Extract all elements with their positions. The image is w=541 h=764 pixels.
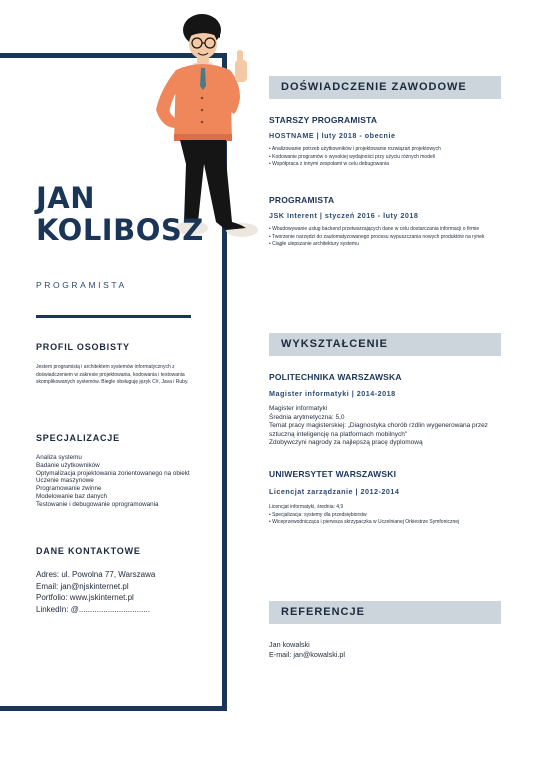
- list-item: • Tworzenie narzędzi do zautomatyzowanego procesu wypuszczania nowych produktów na rynek: [269, 233, 485, 240]
- education-heading: WYKSZTAŁCENIE: [281, 338, 388, 350]
- list-item: Uczenie maszynowe: [36, 477, 94, 485]
- list-item: Optymalizacja projektowania zorientowanego na obiekt: [36, 469, 190, 477]
- frame-bottom-border: [0, 706, 227, 711]
- list-item: • Współpraca z innymi zespołami w celu debugowania: [269, 161, 389, 168]
- list-item: • Wbudowywanie usług backend przetwarzających dane w celu dostarczania informacji o firmie: [269, 226, 480, 232]
- job-bullets: [269, 226, 501, 249]
- contact-details: [36, 569, 216, 615]
- job-role: PROGRAMISTA: [36, 280, 127, 290]
- profile-heading: PROFIL OSOBISTY: [36, 342, 130, 352]
- school-details: [269, 405, 505, 448]
- list-item: Programowanie zwinne: [36, 485, 102, 493]
- contact-email[interactable]: Email: jan@njskinternet.pl: [36, 581, 129, 591]
- profile-text: Jestem programistą i architektem systemów informatycznych z doświadczeniem w zakresie projektowania, kodowania i testowania skomplikowanych systemów. Biegle obsługuję język C#, Java i Ruby.: [36, 364, 189, 385]
- contact-address: Adres: ul. Powolna 77, Warszawa: [36, 570, 156, 579]
- experience-band: [269, 76, 501, 99]
- list-item: Średnia arytmetyczna: 5,0: [269, 413, 345, 421]
- school-name: POLITECHNIKA WARSZAWSKA: [269, 372, 402, 382]
- list-item: • Analizowanie potrzeb użytkowników i projektowanie rozwiązań projektowych: [269, 146, 441, 152]
- references-band: [269, 601, 501, 624]
- list-item: Zdobywczyni nagrody za najlepszą pracę dyplomową: [269, 439, 423, 447]
- reference-email[interactable]: E-mail: jan@kowalski.pl: [269, 650, 345, 659]
- job-title: PROGRAMISTA: [269, 195, 335, 205]
- reference-name: Jan kowalski: [269, 640, 310, 649]
- list-item: Temat pracy magisterskiej: „Diagnostyka chorób rzdlin wygenerowana przez sztuczną inteligencję na platformach mobilnych": [269, 422, 488, 438]
- contact-portfolio[interactable]: Portfolio: www.jskinternet.pl: [36, 593, 134, 602]
- education-band: [269, 333, 501, 356]
- references-heading: REFERENCJE: [281, 606, 365, 618]
- school-name: UNIWERSYTET WARSZAWSKI: [269, 469, 397, 479]
- list-item: Badanie użytkowników: [36, 461, 100, 469]
- list-item: • Kodowanie programów o wysokiej wydajności przy użyciu różnych modeli: [269, 153, 435, 160]
- job-bullets: [269, 146, 501, 169]
- first-name: JAN: [36, 181, 96, 215]
- list-item: • Ciągłe ulepszanie architektury systemu: [269, 241, 359, 248]
- list-item: • Wiceprzewodnicząca i pierwsza skrzypaczka w Uczelnianej Orkiestrze Symfonicznej: [269, 519, 460, 526]
- name-divider: [36, 315, 191, 318]
- job-title: STARSZY PROGRAMISTA: [269, 115, 378, 125]
- job-company: HOSTNAME | luty 2018 - obecnie: [269, 131, 396, 140]
- contact-linkedin[interactable]: LinkedIn: @................................: [36, 604, 150, 614]
- last-name: KOLIBOSZ: [36, 213, 204, 247]
- school-degree: Magister informatyki | 2014-2018: [269, 389, 396, 398]
- job-company: JSK Interent | styczeń 2016 - luty 2018: [269, 211, 419, 220]
- specializations-list: [36, 454, 216, 509]
- reference-details: [269, 640, 345, 660]
- school-degree: Licencjat zarządzanie | 2012-2014: [269, 487, 400, 496]
- name-block: [36, 182, 204, 246]
- list-item: Testowanie i debugowanie oprogramowania: [36, 500, 159, 508]
- experience-heading: DOŚWIADCZENIE ZAWODOWE: [281, 81, 467, 93]
- list-item: • Specjalizacja: systemy dla przedsiębiorstw: [269, 511, 367, 518]
- list-item: Modelowanie baz danych: [36, 492, 108, 500]
- list-item: Analiza systemu: [36, 454, 82, 461]
- contact-heading: DANE KONTAKTOWE: [36, 546, 141, 556]
- list-item: Magister informatyki: [269, 405, 328, 412]
- school-details: [269, 504, 501, 527]
- list-item: Licencjat informatyki, średnia: 4,9: [269, 504, 344, 510]
- specializations-heading: SPECJALIZACJE: [36, 433, 120, 443]
